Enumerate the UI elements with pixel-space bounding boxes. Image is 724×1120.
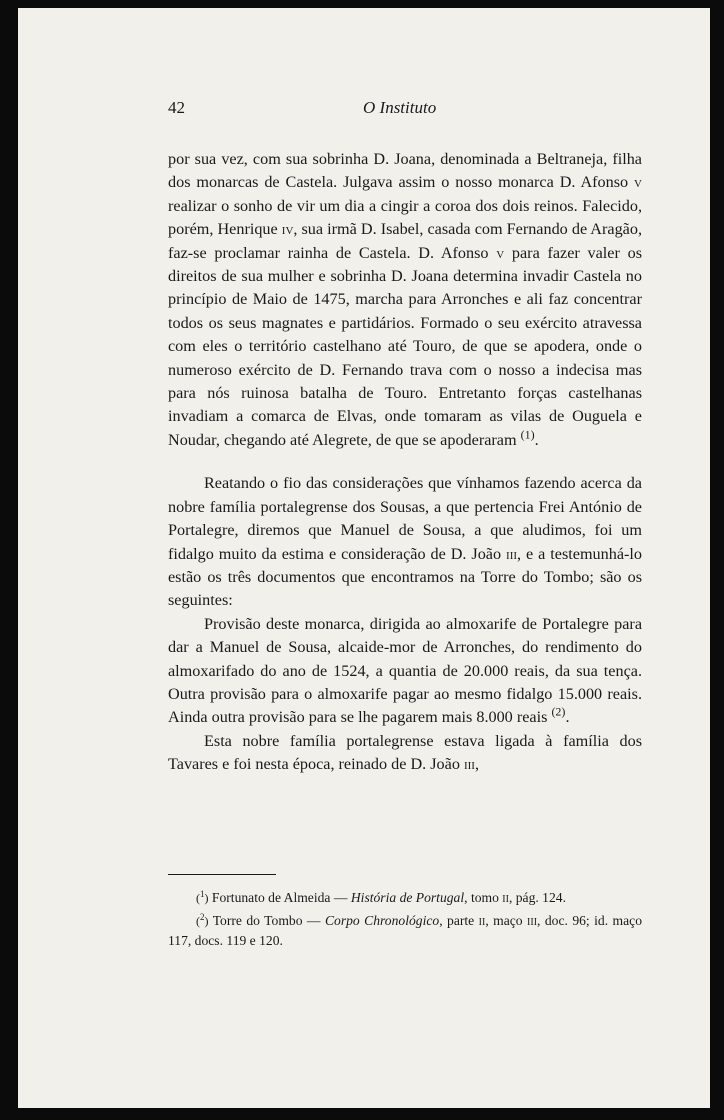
work-title: Corpo Chronológico xyxy=(324,913,440,928)
paragraph-2: Reatando o fio das considerações que vínhamos fazendo acerca da nobre família portalegrense dos Sousas, a que pertencia Frei António de Portalegre, diremos que Manuel de Sousa, a que aludimos, foi um fidalgo muito da estima e consideração de D. João iii, e a testemunhá-lo estão os três documentos que encontramos na Torre do Tombo; são os seguintes: xyxy=(168,474,642,610)
body-text xyxy=(168,148,642,777)
footnote-mark: ($^2$) xyxy=(196,912,209,928)
book-page xyxy=(18,8,710,1108)
footnote-1: ($^1$) Fortunato de Almeida — História de Portugal, tomo ii, pág. 124. xyxy=(196,889,566,905)
footnote-mark: ($^1$) xyxy=(196,889,209,905)
footnote-reference-1[interactable]: (1) xyxy=(520,427,535,442)
journal-title: O Instituto xyxy=(363,98,437,117)
regnal-numeral: iv xyxy=(281,220,294,239)
paragraph-3: Provisão deste monarca, dirigida ao almoxarife de Portalegre para dar a Manuel de Sousa, alcaide-mor de Arronches, do rendimento do almoxarifado do ano de 1524, a quantia de 20.000 reais, da sua tença. Outra provisão para o almoxarife pagar ao mesmo fidalgo 15.000 reais. Ainda outra provisão para se lhe pagarem mais 8.000 reais $^{(2)}$. xyxy=(168,614,642,727)
footnotes xyxy=(168,885,642,950)
work-title: História de Portugal xyxy=(350,890,465,905)
footnote-reference-2[interactable]: (2) xyxy=(551,704,566,719)
paragraph-4: Esta nobre família portalegrense estava ligada à família dos Tavares e foi nesta época, reinado de D. João iii, xyxy=(168,731,642,774)
paragraph-1: por sua vez, com sua sobrinha D. Joana, denominada a Beltraneja, filha dos monarcas de Castela. Julgava assim o nosso monarca D. Afonso v realizar o sonho de vir um dia a cingir a coroa dos dois reinos. Falecido, porém, Henrique iv, sua irmã D. Isabel, casada com Fernando de Aragão, faz-se proclamar rainha de Castela. D. Afonso v para fazer valer os direitos de sua mulher e sobrinha D. Joana determina invadir Castela no princípio de Maio de 1475, marcha para Arronches e ali faz concentrar todos os seus magnates e partidários. Formado o seu exército atravessa com eles o território castelhano até Touro, de que se apodera, onde o numeroso exército de D. Fernando trava com o nosso a indecisa mas para nós ruinosa batalha de Touro. Entretanto forças castelhanas invadiam a comarca de Elvas, onde tomaram as vilas de Ouguela e Noudar, chegando até Alegrete, de que se apoderaram $^{(1)}$. xyxy=(168,150,642,449)
page-number: 42 xyxy=(168,98,185,117)
running-head xyxy=(168,98,660,122)
footnote-divider xyxy=(168,874,276,875)
regnal-numeral: iii xyxy=(463,755,475,774)
regnal-numeral: v xyxy=(634,173,642,192)
regnal-numeral: v xyxy=(496,243,505,262)
regnal-numeral: iii xyxy=(506,544,518,563)
footnote-2: ($^2$) Torre do Tombo — Corpo Chronológico, parte ii, maço iii, doc. 96; id. maço 117, docs. 119 e 120. xyxy=(168,912,642,948)
